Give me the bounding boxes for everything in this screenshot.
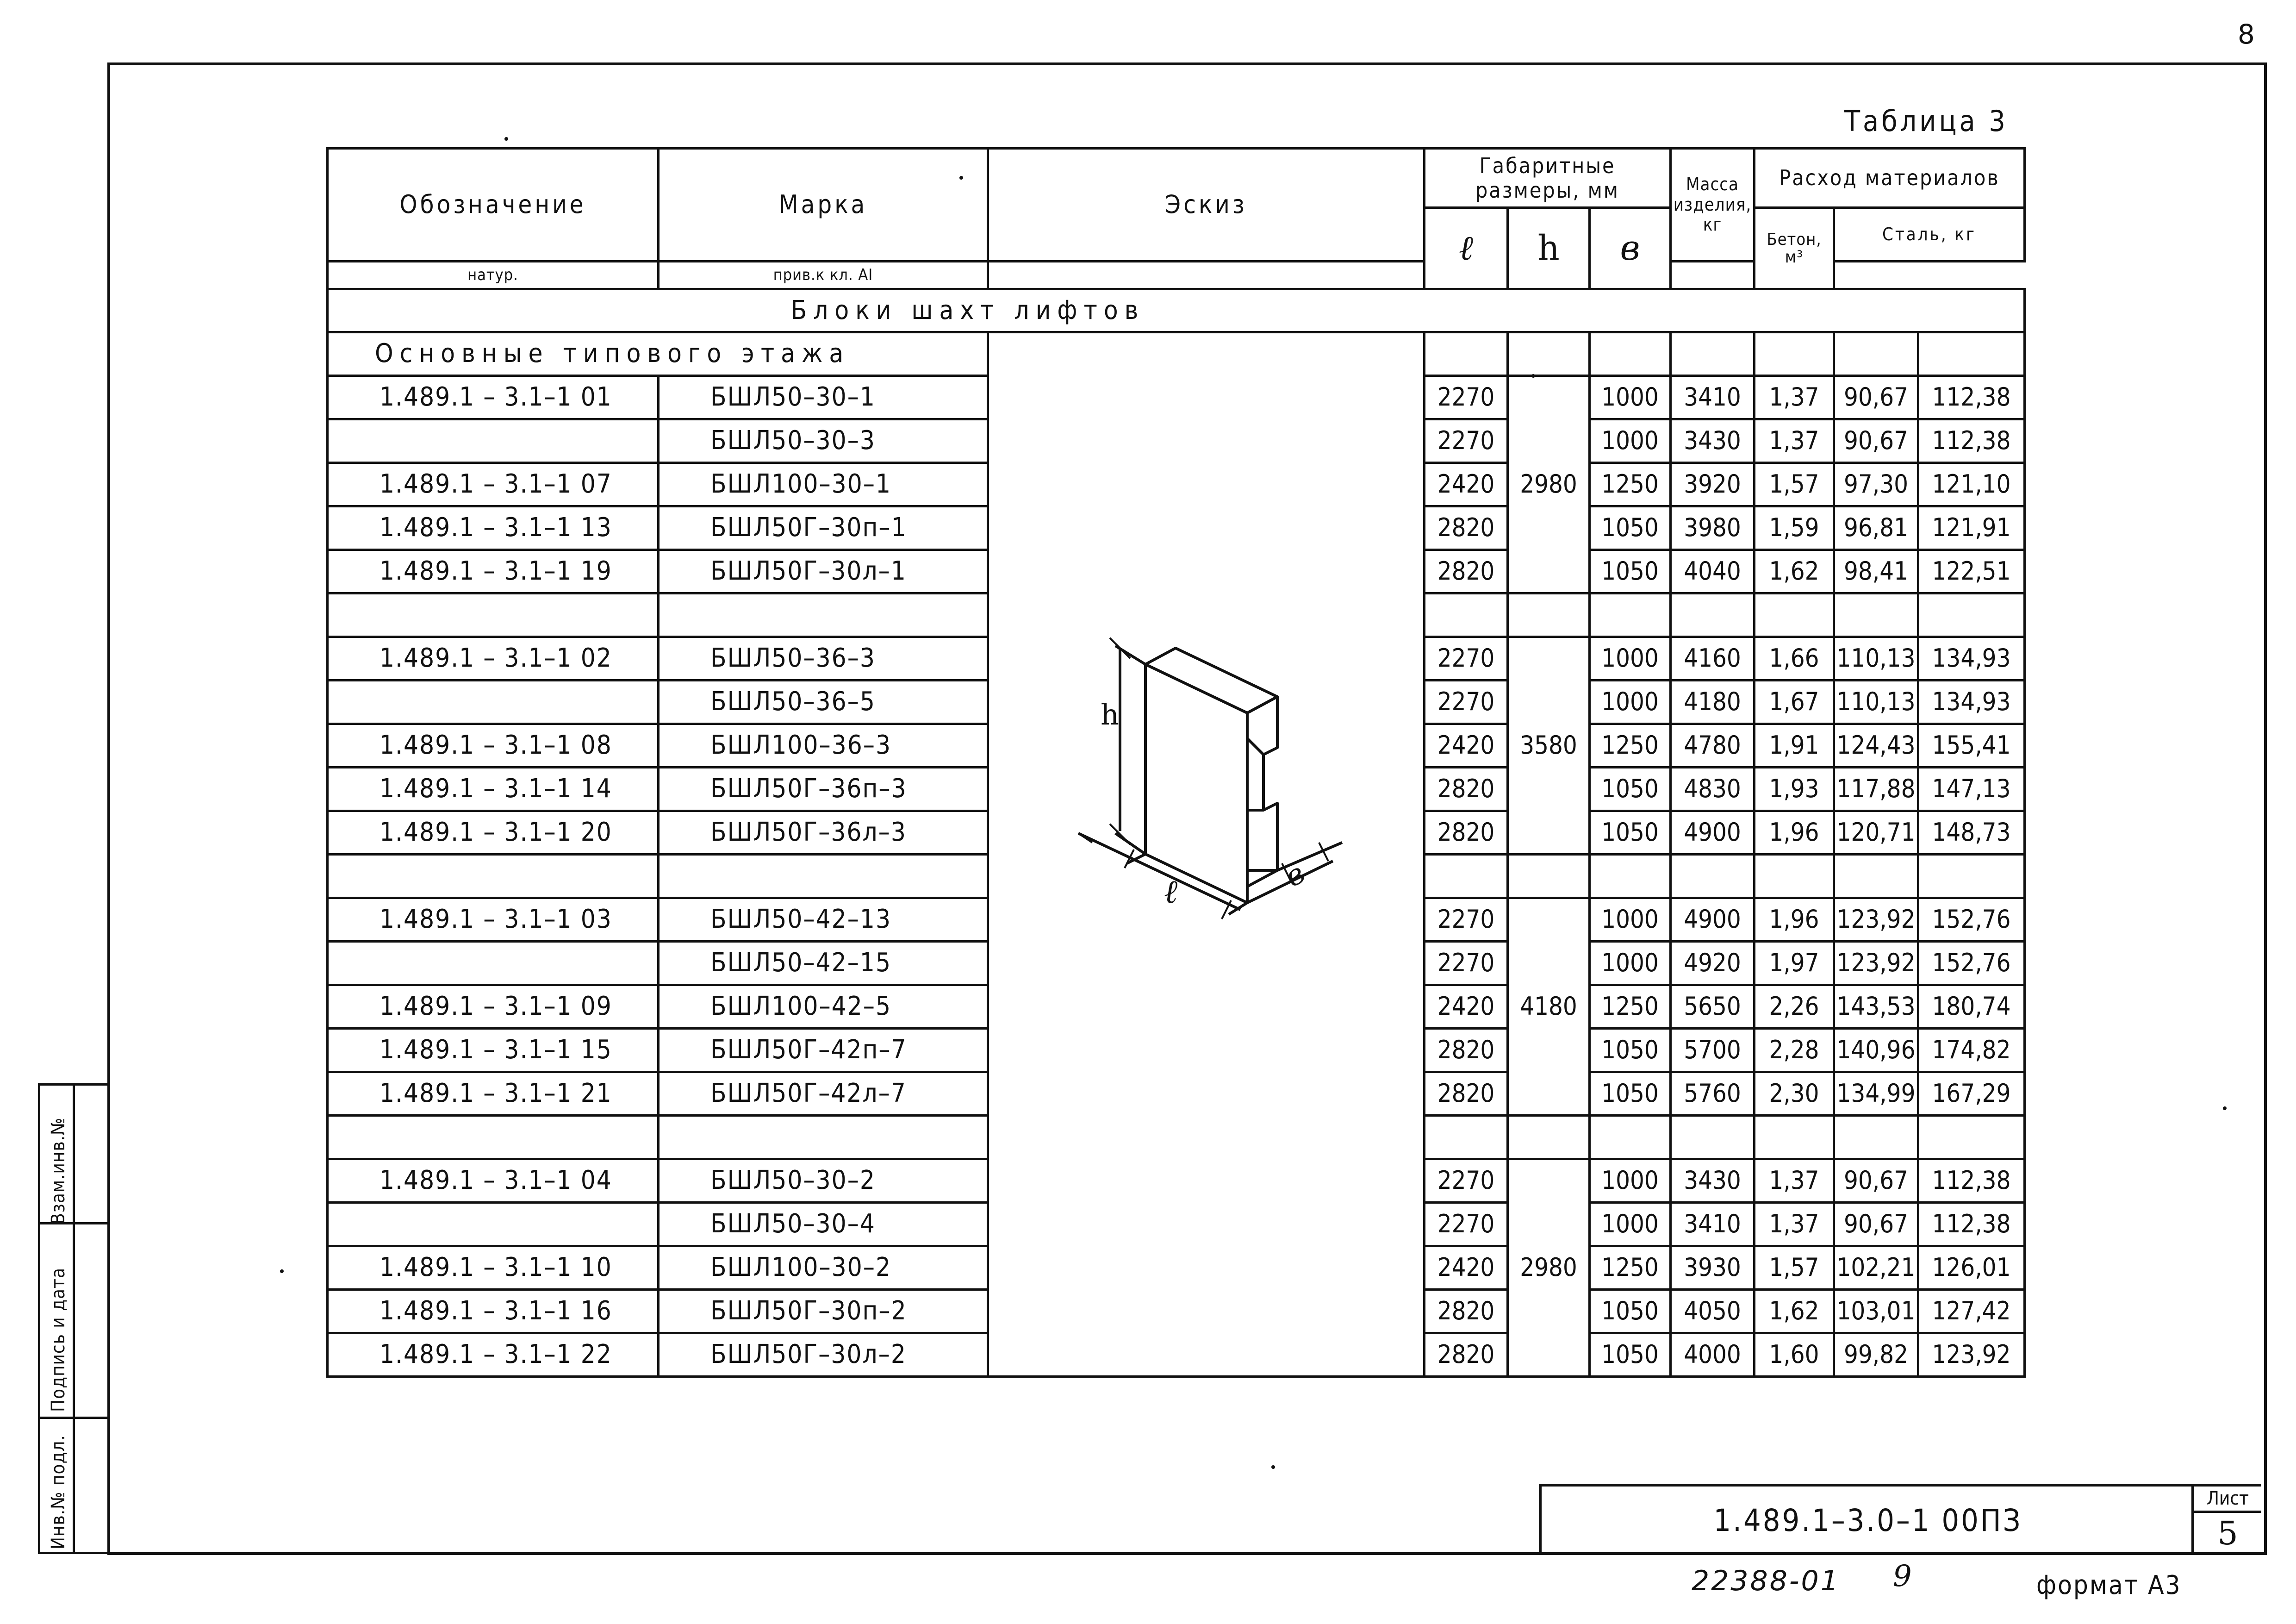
steel-converted-cell: 127,42 xyxy=(1918,1290,2025,1333)
length-cell: 2420 xyxy=(1425,985,1508,1029)
header-dim-l: ℓ xyxy=(1425,208,1508,289)
concrete-cell: 1,62 xyxy=(1755,1290,1834,1333)
length-cell: 2820 xyxy=(1425,550,1508,593)
subsection-title: Основные типового этажа xyxy=(328,332,988,376)
length-cell: 2420 xyxy=(1425,463,1508,506)
side-stamp xyxy=(38,1083,110,1554)
spacer-cell xyxy=(659,1116,988,1159)
steel-converted-cell: 180,74 xyxy=(1918,985,2025,1029)
mass-cell: 3430 xyxy=(1671,419,1755,463)
spacer-cell xyxy=(1508,855,1590,898)
speck xyxy=(1271,1465,1275,1469)
spacer-cell xyxy=(1508,1116,1590,1159)
designation-cell: 1.489.1 – 3.1–1 21 xyxy=(328,1072,659,1116)
width-cell: 1000 xyxy=(1590,1159,1671,1203)
mass-cell: 4000 xyxy=(1671,1333,1755,1377)
length-cell: 2820 xyxy=(1425,1333,1508,1377)
steel-natural-cell: 90,67 xyxy=(1834,376,1918,419)
designation-cell: 1.489.1 – 3.1–1 14 xyxy=(328,768,659,811)
width-cell: 1050 xyxy=(1590,550,1671,593)
mark-cell: БШЛ50Г–30л–2 xyxy=(659,1333,988,1377)
mark-cell: БШЛ50Г–30п–1 xyxy=(659,506,988,550)
side-label-signature-date: Подпись и дата xyxy=(48,1267,69,1412)
width-cell: 1000 xyxy=(1590,376,1671,419)
mass-cell: 5760 xyxy=(1671,1072,1755,1116)
mass-cell: 3430 xyxy=(1671,1159,1755,1203)
mass-cell: 4830 xyxy=(1671,768,1755,811)
empty-cell xyxy=(1755,332,1834,376)
designation-cell xyxy=(328,1203,659,1246)
speck xyxy=(280,1269,284,1273)
steel-natural-cell: 97,30 xyxy=(1834,463,1918,506)
mark-cell: БШЛ50–36–3 xyxy=(659,637,988,681)
designation-cell xyxy=(328,681,659,724)
steel-natural-cell: 98,41 xyxy=(1834,550,1918,593)
spacer-cell xyxy=(328,1116,659,1159)
concrete-cell: 1,37 xyxy=(1755,1203,1834,1246)
designation-cell: 1.489.1 – 3.1–1 19 xyxy=(328,550,659,593)
mass-cell: 3410 xyxy=(1671,376,1755,419)
sheet-number: 5 xyxy=(2217,1514,2238,1552)
spacer-cell xyxy=(659,593,988,637)
concrete-cell: 1,37 xyxy=(1755,376,1834,419)
length-cell: 2420 xyxy=(1425,724,1508,768)
mark-cell: БШЛ50–42–13 xyxy=(659,898,988,942)
steel-natural-cell: 110,13 xyxy=(1834,637,1918,681)
designation-cell: 1.489.1 – 3.1–1 01 xyxy=(328,376,659,419)
sketch-label-b: в xyxy=(1279,856,1310,894)
sketch-label-l: ℓ xyxy=(1164,873,1178,911)
mark-cell: БШЛ50–30–4 xyxy=(659,1203,988,1246)
spacer-cell xyxy=(328,855,659,898)
width-cell: 1000 xyxy=(1590,681,1671,724)
spacer-cell xyxy=(1425,593,1508,637)
concrete-cell: 1,60 xyxy=(1755,1333,1834,1377)
concrete-cell: 1,59 xyxy=(1755,506,1834,550)
steel-natural-cell: 99,82 xyxy=(1834,1333,1918,1377)
width-cell: 1050 xyxy=(1590,1029,1671,1072)
concrete-cell: 1,62 xyxy=(1755,550,1834,593)
designation-cell: 1.489.1 – 3.1–1 13 xyxy=(328,506,659,550)
width-cell: 1050 xyxy=(1590,768,1671,811)
spacer-cell xyxy=(1425,855,1508,898)
empty-cell xyxy=(1834,332,1918,376)
header-concrete: Бетон, м³ xyxy=(1755,208,1834,289)
width-cell: 1000 xyxy=(1590,898,1671,942)
steel-natural-cell: 143,53 xyxy=(1834,985,1918,1029)
concrete-cell: 2,30 xyxy=(1755,1072,1834,1116)
mark-cell: БШЛ50Г–36п–3 xyxy=(659,768,988,811)
designation-cell: 1.489.1 – 3.1–1 03 xyxy=(328,898,659,942)
concrete-cell: 1,57 xyxy=(1755,463,1834,506)
designation-cell: 1.489.1 – 3.1–1 08 xyxy=(328,724,659,768)
header-consumption: Расход материалов xyxy=(1755,149,2025,208)
length-cell: 2820 xyxy=(1425,506,1508,550)
concrete-cell: 1,91 xyxy=(1755,724,1834,768)
height-cell: 2980 xyxy=(1508,376,1590,593)
width-cell: 1250 xyxy=(1590,985,1671,1029)
designation-cell: 1.489.1 – 3.1–1 02 xyxy=(328,637,659,681)
concrete-cell: 1,67 xyxy=(1755,681,1834,724)
mark-cell: БШЛ100–36–3 xyxy=(659,724,988,768)
empty-cell xyxy=(1508,332,1590,376)
empty-cell xyxy=(1918,332,2025,376)
steel-natural-cell: 120,71 xyxy=(1834,811,1918,855)
spacer-cell xyxy=(1918,593,2025,637)
mark-cell: БШЛ50–30–1 xyxy=(659,376,988,419)
sketch-drawing xyxy=(981,565,1398,935)
spacer-cell xyxy=(659,855,988,898)
width-cell: 1050 xyxy=(1590,1333,1671,1377)
steel-natural-cell: 123,92 xyxy=(1834,898,1918,942)
steel-converted-cell: 112,38 xyxy=(1918,376,2025,419)
mass-cell: 3930 xyxy=(1671,1246,1755,1290)
steel-converted-cell: 174,82 xyxy=(1918,1029,2025,1072)
length-cell: 2270 xyxy=(1425,637,1508,681)
designation-cell: 1.489.1 – 3.1–1 10 xyxy=(328,1246,659,1290)
spacer-cell xyxy=(1508,593,1590,637)
header-steel-converted: прив.к кл. AI xyxy=(659,262,988,289)
width-cell: 1000 xyxy=(1590,1203,1671,1246)
designation-cell: 1.489.1 – 3.1–1 04 xyxy=(328,1159,659,1203)
mark-cell: БШЛ50–30–3 xyxy=(659,419,988,463)
concrete-cell: 1,96 xyxy=(1755,811,1834,855)
length-cell: 2270 xyxy=(1425,1203,1508,1246)
width-cell: 1250 xyxy=(1590,724,1671,768)
format-label: формат А3 xyxy=(2036,1570,2182,1600)
page-number-top: 8 xyxy=(2238,19,2255,50)
steel-natural-cell: 123,92 xyxy=(1834,942,1918,985)
sketch-label-h: h xyxy=(1101,698,1119,731)
steel-converted-cell: 167,29 xyxy=(1918,1072,2025,1116)
spacer-cell xyxy=(1590,1116,1671,1159)
width-cell: 1050 xyxy=(1590,811,1671,855)
steel-natural-cell: 124,43 xyxy=(1834,724,1918,768)
designation-cell: 1.489.1 – 3.1–1 16 xyxy=(328,1290,659,1333)
steel-converted-cell: 121,10 xyxy=(1918,463,2025,506)
designation-cell: 1.489.1 – 3.1–1 15 xyxy=(328,1029,659,1072)
header-mark: Марка xyxy=(659,149,988,262)
concrete-cell: 1,93 xyxy=(1755,768,1834,811)
spacer-cell xyxy=(1755,593,1834,637)
length-cell: 2820 xyxy=(1425,811,1508,855)
spacer-cell xyxy=(1590,855,1671,898)
spacer-cell xyxy=(1755,855,1834,898)
width-cell: 1250 xyxy=(1590,463,1671,506)
speck xyxy=(2223,1106,2227,1110)
spacer-cell xyxy=(1918,1116,2025,1159)
length-cell: 2820 xyxy=(1425,1029,1508,1072)
mass-cell: 4900 xyxy=(1671,898,1755,942)
steel-converted-cell: 112,38 xyxy=(1918,1159,2025,1203)
empty-cell xyxy=(1671,332,1755,376)
width-cell: 1000 xyxy=(1590,637,1671,681)
title-block xyxy=(1539,1484,2194,1554)
designation-cell: 1.489.1 – 3.1–1 22 xyxy=(328,1333,659,1377)
height-cell: 2980 xyxy=(1508,1159,1590,1377)
header-dim-b: в xyxy=(1590,208,1671,289)
steel-converted-cell: 112,38 xyxy=(1918,1203,2025,1246)
designation-cell xyxy=(328,419,659,463)
designation-cell xyxy=(328,942,659,985)
steel-converted-cell: 147,13 xyxy=(1918,768,2025,811)
header-dimensions: Габаритные размеры, мм xyxy=(1425,149,1671,208)
header-steel: Сталь, кг xyxy=(1834,208,2025,262)
steel-natural-cell: 102,21 xyxy=(1834,1246,1918,1290)
speck xyxy=(1531,374,1535,378)
designation-cell: 1.489.1 – 3.1–1 07 xyxy=(328,463,659,506)
document-code: 1.489.1–3.0–1 00ПЗ xyxy=(1713,1502,2022,1538)
length-cell: 2820 xyxy=(1425,1072,1508,1116)
mark-cell: БШЛ50–36–5 xyxy=(659,681,988,724)
speck xyxy=(959,176,963,180)
inventory-number: 22388-01 xyxy=(1692,1565,1840,1597)
header-mass: Масса изделия, кг xyxy=(1671,149,1755,262)
concrete-cell: 1,37 xyxy=(1755,419,1834,463)
mass-cell: 4780 xyxy=(1671,724,1755,768)
mark-cell: БШЛ100–30–2 xyxy=(659,1246,988,1290)
mark-cell: БШЛ50–30–2 xyxy=(659,1159,988,1203)
mass-cell: 5700 xyxy=(1671,1029,1755,1072)
mark-cell: БШЛ50Г–42л–7 xyxy=(659,1072,988,1116)
mark-cell: БШЛ50–42–15 xyxy=(659,942,988,985)
mass-cell: 4920 xyxy=(1671,942,1755,985)
sheet-box xyxy=(2191,1484,2261,1554)
table-title: Таблица 3 xyxy=(1844,104,2008,138)
side-label-inv-orig: Инв.№ подл. xyxy=(48,1435,69,1549)
height-cell: 3580 xyxy=(1508,637,1590,855)
spacer-cell xyxy=(1834,855,1918,898)
mark-cell: БШЛ50Г–30л–1 xyxy=(659,550,988,593)
mark-cell: БШЛ100–42–5 xyxy=(659,985,988,1029)
steel-converted-cell: 121,91 xyxy=(1918,506,2025,550)
steel-converted-cell: 123,92 xyxy=(1918,1333,2025,1377)
length-cell: 2270 xyxy=(1425,376,1508,419)
mark-cell: БШЛ50Г–42п–7 xyxy=(659,1029,988,1072)
steel-converted-cell: 152,76 xyxy=(1918,898,2025,942)
length-cell: 2270 xyxy=(1425,419,1508,463)
steel-converted-cell: 126,01 xyxy=(1918,1246,2025,1290)
width-cell: 1050 xyxy=(1590,1290,1671,1333)
section-title: Блоки шахт лифтов xyxy=(328,289,2025,332)
spacer-cell xyxy=(1671,1116,1755,1159)
steel-converted-cell: 134,93 xyxy=(1918,681,2025,724)
concrete-cell: 1,97 xyxy=(1755,942,1834,985)
designation-cell: 1.489.1 – 3.1–1 20 xyxy=(328,811,659,855)
steel-converted-cell: 112,38 xyxy=(1918,419,2025,463)
length-cell: 2820 xyxy=(1425,768,1508,811)
spacer-cell xyxy=(1834,593,1918,637)
width-cell: 1050 xyxy=(1590,1072,1671,1116)
mass-cell: 3920 xyxy=(1671,463,1755,506)
spacer-cell xyxy=(1755,1116,1834,1159)
spacer-cell xyxy=(1671,593,1755,637)
header-dim-h: h xyxy=(1508,208,1590,289)
elevator-block-sketch xyxy=(981,565,1398,937)
width-cell: 1000 xyxy=(1590,419,1671,463)
height-cell: 4180 xyxy=(1508,898,1590,1116)
steel-natural-cell: 140,96 xyxy=(1834,1029,1918,1072)
sheet-label: Лист xyxy=(2194,1487,2261,1513)
width-cell: 1050 xyxy=(1590,506,1671,550)
header-designation: Обозначение xyxy=(328,149,659,262)
steel-natural-cell: 110,13 xyxy=(1834,681,1918,724)
speck xyxy=(504,137,508,141)
spacer-cell xyxy=(1834,1116,1918,1159)
length-cell: 2820 xyxy=(1425,1290,1508,1333)
designation-cell: 1.489.1 – 3.1–1 09 xyxy=(328,985,659,1029)
mark-cell: БШЛ50Г–36л–3 xyxy=(659,811,988,855)
spacer-cell xyxy=(328,593,659,637)
mass-cell: 3410 xyxy=(1671,1203,1755,1246)
width-cell: 1000 xyxy=(1590,942,1671,985)
concrete-cell: 1,57 xyxy=(1755,1246,1834,1290)
length-cell: 2270 xyxy=(1425,942,1508,985)
length-cell: 2270 xyxy=(1425,1159,1508,1203)
concrete-cell: 2,28 xyxy=(1755,1029,1834,1072)
mass-cell: 4180 xyxy=(1671,681,1755,724)
length-cell: 2270 xyxy=(1425,898,1508,942)
mass-cell: 4160 xyxy=(1671,637,1755,681)
footer-number: 9 xyxy=(1893,1559,1912,1593)
mass-cell: 4040 xyxy=(1671,550,1755,593)
steel-converted-cell: 152,76 xyxy=(1918,942,2025,985)
mass-cell: 3980 xyxy=(1671,506,1755,550)
empty-cell xyxy=(1590,332,1671,376)
concrete-cell: 1,66 xyxy=(1755,637,1834,681)
mass-cell: 4900 xyxy=(1671,811,1755,855)
steel-natural-cell: 90,67 xyxy=(1834,419,1918,463)
steel-natural-cell: 134,99 xyxy=(1834,1072,1918,1116)
steel-converted-cell: 134,93 xyxy=(1918,637,2025,681)
steel-converted-cell: 148,73 xyxy=(1918,811,2025,855)
steel-natural-cell: 90,67 xyxy=(1834,1203,1918,1246)
steel-converted-cell: 155,41 xyxy=(1918,724,2025,768)
concrete-cell: 2,26 xyxy=(1755,985,1834,1029)
mark-cell: БШЛ100–30–1 xyxy=(659,463,988,506)
steel-converted-cell: 122,51 xyxy=(1918,550,2025,593)
spacer-cell xyxy=(1425,1116,1508,1159)
steel-natural-cell: 96,81 xyxy=(1834,506,1918,550)
length-cell: 2420 xyxy=(1425,1246,1508,1290)
steel-natural-cell: 90,67 xyxy=(1834,1159,1918,1203)
steel-natural-cell: 103,01 xyxy=(1834,1290,1918,1333)
steel-natural-cell: 117,88 xyxy=(1834,768,1918,811)
mark-cell: БШЛ50Г–30п–2 xyxy=(659,1290,988,1333)
empty-cell xyxy=(1425,332,1508,376)
spacer-cell xyxy=(1918,855,2025,898)
mass-cell: 5650 xyxy=(1671,985,1755,1029)
concrete-cell: 1,37 xyxy=(1755,1159,1834,1203)
spacer-cell xyxy=(1590,593,1671,637)
mass-cell: 4050 xyxy=(1671,1290,1755,1333)
concrete-cell: 1,96 xyxy=(1755,898,1834,942)
spacer-cell xyxy=(1671,855,1755,898)
header-sketch: Эскиз xyxy=(988,149,1425,262)
header-steel-natural: натур. xyxy=(328,262,659,289)
width-cell: 1250 xyxy=(1590,1246,1671,1290)
length-cell: 2270 xyxy=(1425,681,1508,724)
side-label-replace-inv: Взам.инв.№ xyxy=(48,1117,69,1224)
